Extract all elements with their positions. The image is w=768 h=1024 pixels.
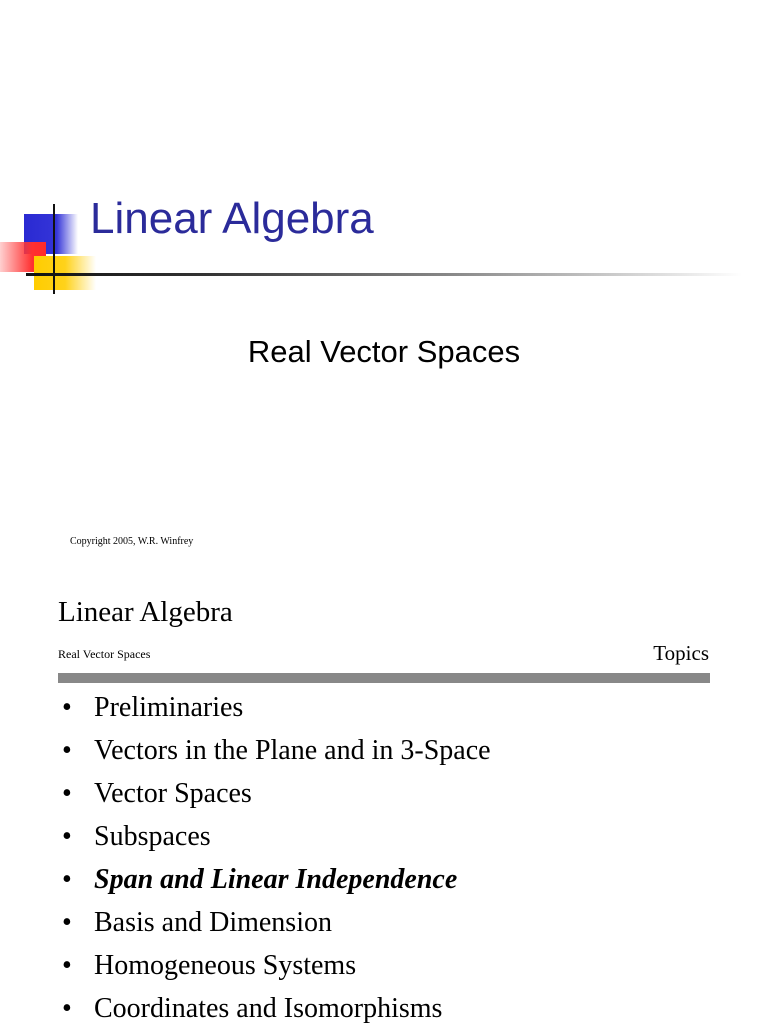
slide-subtitle: Real Vector Spaces <box>247 334 521 369</box>
topic-list <box>62 688 491 1024</box>
topic-label: Vectors in the Plane and in 3-Space <box>94 735 491 766</box>
slide-title: Linear Algebra <box>90 194 374 243</box>
topic-label-current: Span and Linear Independence <box>94 864 458 895</box>
bullet-icon: • <box>62 993 72 1024</box>
list-item <box>62 989 491 1024</box>
topic-label: Preliminaries <box>94 692 244 723</box>
bullet-icon: • <box>62 692 72 723</box>
list-item-current <box>62 860 491 903</box>
section-label: Topics <box>653 641 709 665</box>
bullet-icon: • <box>62 778 72 809</box>
topics-slide <box>0 576 768 1024</box>
copyright-notice: Copyright 2005, W.R. Winfrey <box>70 536 194 547</box>
header-bar <box>58 673 710 683</box>
list-item <box>62 817 491 860</box>
bullet-icon: • <box>62 821 72 852</box>
list-item <box>62 946 491 989</box>
topic-label: Vector Spaces <box>94 778 252 809</box>
topic-label: Basis and Dimension <box>94 907 332 938</box>
title-rule <box>26 273 742 276</box>
bullet-icon: • <box>62 950 72 981</box>
topic-label: Homogeneous Systems <box>94 950 357 981</box>
bullet-icon: • <box>62 735 72 766</box>
list-item <box>62 774 491 817</box>
bullet-icon: • <box>62 907 72 938</box>
slide-subtitle: Real Vector Spaces <box>58 647 151 661</box>
topic-label: Subspaces <box>94 821 211 852</box>
slide-title: Linear Algebra <box>58 596 233 628</box>
topic-label: Coordinates and Isomorphisms <box>94 993 443 1024</box>
decoration-vertical-line <box>53 204 55 294</box>
list-item <box>62 688 491 731</box>
list-item <box>62 903 491 946</box>
bullet-icon: • <box>62 864 72 895</box>
list-item <box>62 731 491 774</box>
corner-decoration <box>0 200 100 300</box>
